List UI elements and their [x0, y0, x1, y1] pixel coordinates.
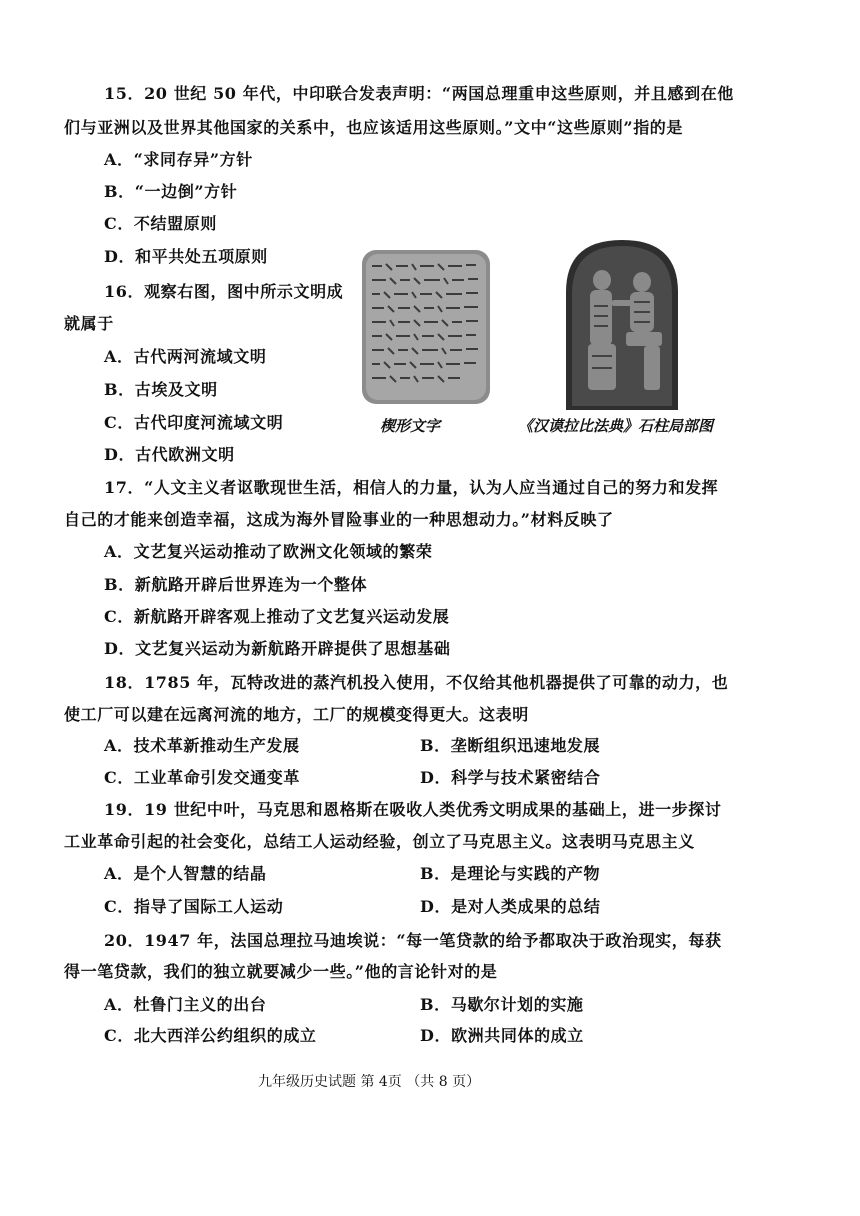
q17-stem-line1: 17．“人文主义者讴歌现世生活，相信人的力量，认为人应当通过自己的努力和发挥: [104, 478, 719, 497]
hammurabi-stele-image: [560, 236, 684, 410]
q18-stem-line2: 使工厂可以建在远离河流的地方，工厂的规模变得更大。这表明: [64, 705, 529, 724]
q18-option-b: B．垄断组织迅速地发展: [420, 736, 601, 755]
q20-stem-line2: 得一笔贷款，我们的独立就要减少一些。”他的言论针对的是: [64, 962, 498, 981]
stele-caption: 《汉谟拉比法典》石柱局部图: [518, 417, 714, 435]
q15-option-d: D．和平共处五项原则: [104, 247, 268, 266]
q20-option-a: A．杜鲁门主义的出台: [104, 995, 267, 1014]
q17-option-d: D．文艺复兴运动为新航路开辟提供了思想基础: [104, 639, 451, 658]
q15-stem-line2: 们与亚洲以及世界其他国家的关系中，也应该适用这些原则。”文中“这些原则”指的是: [64, 118, 684, 137]
q18-stem-line1: 18．1785 年，瓦特改进的蒸汽机投入使用，不仅给其他机器提供了可靠的动力，也: [104, 673, 729, 692]
q20-option-b: B．马歇尔计划的实施: [420, 995, 584, 1014]
q17-option-c: C．新航路开辟客观上推动了文艺复兴运动发展: [104, 607, 450, 626]
q16-stem-line2: 就属于: [64, 314, 114, 333]
q17-option-a: A．文艺复兴运动推动了欧洲文化领域的繁荣: [104, 542, 433, 561]
q19-option-d: D．是对人类成果的总结: [420, 897, 601, 916]
q17-option-b: B．新航路开辟后世界连为一个整体: [104, 575, 368, 594]
q20-option-c: C．北大西洋公约组织的成立: [104, 1026, 317, 1045]
q15-option-a: A．“求同存异”方针: [104, 150, 253, 169]
q20-stem-line1: 20．1947 年，法国总理拉马迪埃说：“每一笔贷款的给予都取决于政治现实，每获: [104, 931, 722, 950]
q16-option-b: B．古埃及文明: [104, 380, 218, 399]
q18-option-c: C．工业革命引发交通变革: [104, 768, 300, 787]
q18-option-d: D．科学与技术紧密结合: [420, 768, 601, 787]
q19-option-a: A．是个人智慧的结晶: [104, 864, 267, 883]
q15-option-c: C．不结盟原则: [104, 214, 217, 233]
q17-stem-line2: 自己的才能来创造幸福，这成为海外冒险事业的一种思想动力。”材料反映了: [64, 510, 614, 529]
page-footer: 九年级历史试题 第 4页 （共 8 页）: [258, 1074, 481, 1090]
q15-option-b: B．“一边倒”方针: [104, 182, 238, 201]
q16-option-c: C．古代印度河流域文明: [104, 413, 284, 432]
q16-option-a: A．古代两河流域文明: [104, 347, 267, 366]
q16-option-d: D．古代欧洲文明: [104, 445, 235, 464]
q18-option-a: A．技术革新推动生产发展: [104, 736, 300, 755]
q19-stem-line2: 工业革命引起的社会变化，总结工人运动经验，创立了马克思主义。这表明马克思主义: [64, 832, 695, 851]
q19-stem-line1: 19．19 世纪中叶，马克思和恩格斯在吸收人类优秀文明成果的基础上，进一步探讨: [104, 800, 722, 819]
q15-stem-line1: 15．20 世纪 50 年代，中印联合发表声明：“两国总理重申这些原则，并且感到在他: [104, 84, 734, 103]
q20-option-d: D．欧洲共同体的成立: [420, 1026, 584, 1045]
cuneiform-tablet-image: [360, 246, 492, 408]
tablet-caption: 楔形文字: [380, 417, 441, 435]
q16-stem-line1: 16．观察右图，图中所示文明成: [104, 282, 344, 301]
q19-option-b: B．是理论与实践的产物: [420, 864, 601, 883]
q19-option-c: C．指导了国际工人运动: [104, 897, 284, 916]
